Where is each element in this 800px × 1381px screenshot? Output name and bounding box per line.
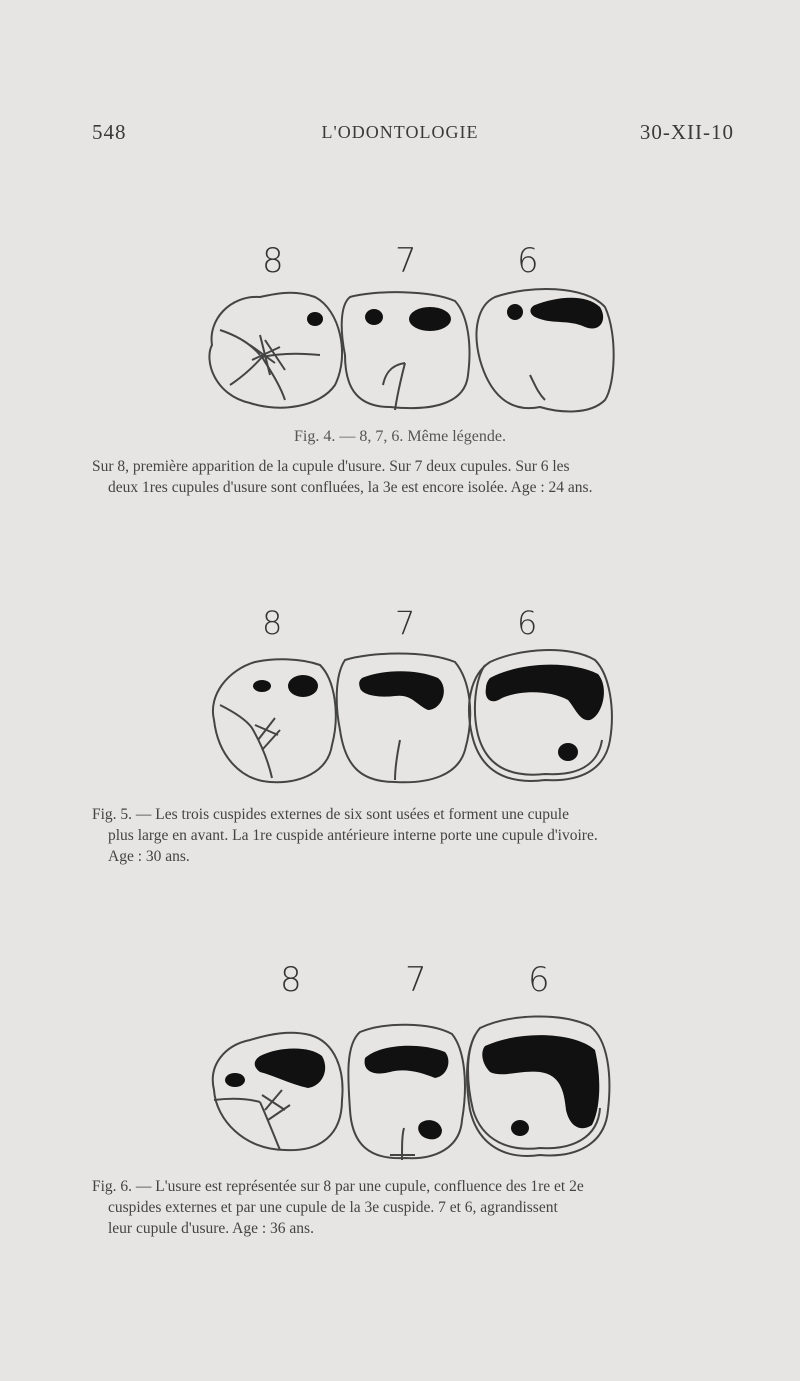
figure-4-caption-line-1: Sur 8, première apparition de la cupule d'usure. Sur 7 deux cupules. Sur 6 les (92, 458, 570, 475)
molar-drawing (190, 960, 630, 1165)
figure-4 (190, 235, 630, 420)
figure-5 (190, 600, 630, 790)
figure-5-caption-line-2: plus large en avant. La 1re cuspide antérieure interne porte une cupule d'ivoire. (108, 827, 598, 844)
tooth-number-8: 8 (262, 604, 283, 642)
figure-5-caption-line-3: Age : 30 ans. (108, 848, 190, 865)
page-number: 548 (92, 120, 127, 144)
running-head (0, 120, 800, 150)
tooth-number-6: 6 (528, 960, 550, 1000)
figure-6-caption-line-2: cuspides externes et par une cupule de la 3e cuspide. 7 et 6, agrandissent (108, 1199, 558, 1216)
tooth-number-7: 7 (405, 960, 427, 1000)
figure-6-caption-line-3: leur cupule d'usure. Age : 36 ans. (108, 1220, 314, 1237)
tooth-number-7: 7 (395, 604, 416, 642)
figure-6-caption-line-1: Fig. 6. — L'usure est représentée sur 8 par une cupule, confluence des 1re et 2e (92, 1178, 584, 1195)
tooth-number-6: 6 (517, 241, 539, 281)
figure-6 (190, 960, 630, 1165)
tooth-number-8: 8 (262, 241, 284, 281)
figure-4-title: Fig. 4. — 8, 7, 6. Même légende. (294, 428, 506, 445)
molar-drawing (190, 235, 630, 420)
figure-5-caption-line-1: Fig. 5. — Les trois cuspides externes de six sont usées et forment une cupule (92, 806, 569, 823)
tooth-number-6: 6 (517, 604, 538, 642)
tooth-number-8: 8 (280, 960, 302, 1000)
tooth-number-7: 7 (395, 241, 417, 281)
issue-date: 30-XII-10 (639, 120, 734, 144)
figure-4-caption-line-2: deux 1res cupules d'usure sont confluées, la 3e est encore isolée. Age : 24 ans. (108, 479, 593, 496)
journal-title: L'ODONTOLOGIE (321, 122, 479, 142)
molar-drawing (190, 600, 630, 790)
